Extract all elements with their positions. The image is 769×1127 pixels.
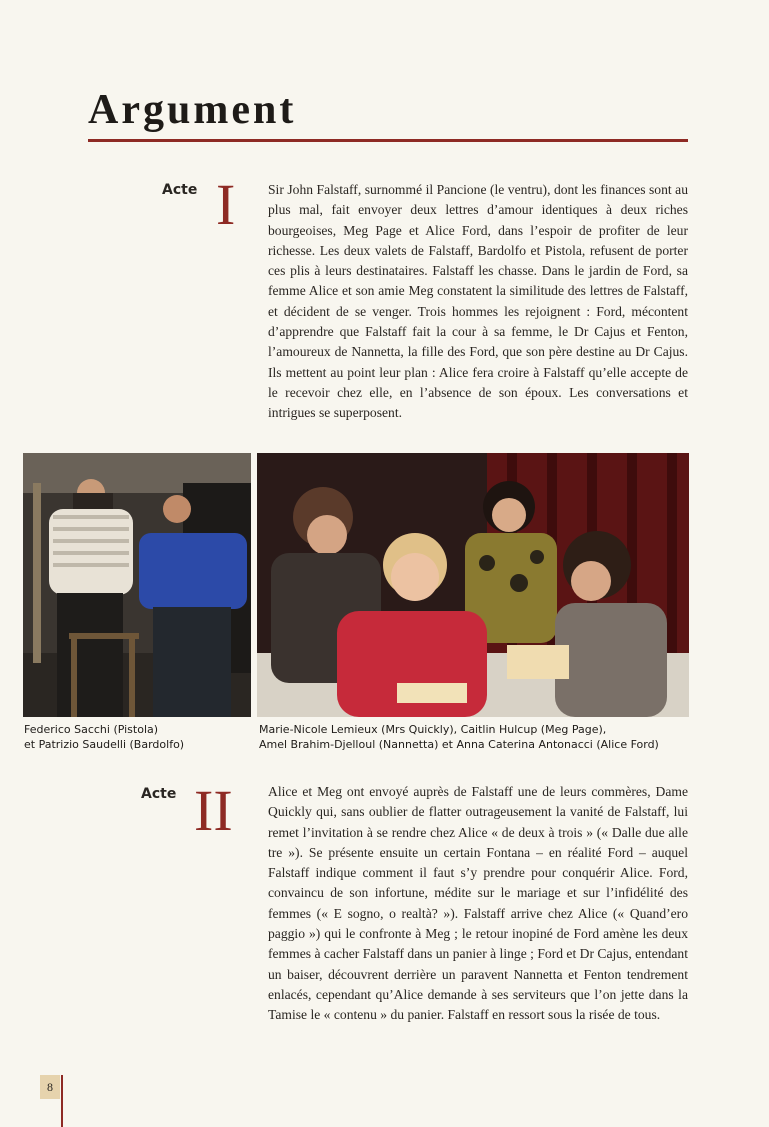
act-2-label: Acte [141, 786, 177, 802]
page-title: Argument [88, 87, 297, 133]
act-1-synopsis: Sir John Falstaff, surnommé il Pancione (le ventru), dont les finances sont au plus mal, fait envoyer deux lettres d’amour identiques à deux riches bourgeoises, Meg Page et Alice Ford, dans l’espoir de profiter de leur richesse. Les deux valets de Falstaff, Bardolfo et Pistola, refusent de porter ces plis à leurs destinataires. Falstaff les chasse. Dans le jardin de Ford, sa femme Alice et son amie Meg constatent la similitude des lettres de Falstaff, et décident de se venger. Trois hommes les rejoignent : Ford, mécontent d’apprendre que Falstaff fait la cour à sa femme, le Dr Cajus et Fenton, l’amoureux de Nannetta, la fille des Ford, que son père destine au Dr Cajus. Ils mettent au point leur plan : Alice fera croire à Falstaff qu’elle accepte de le recevoir chez elle, en l’absence de son époux. Les conversations et intrigues se superposent. [268, 182, 688, 421]
page-number: 8 [40, 1075, 60, 1099]
photo-rehearsal-four-women [257, 453, 689, 717]
photo-caption-right-line1: Marie-Nicole Lemieux (Mrs Quickly), Caitlin Hulcup (Meg Page), [259, 723, 607, 736]
photo-caption-left-line1: Federico Sacchi (Pistola) [24, 723, 159, 736]
act-2-numeral: II [194, 778, 233, 843]
act-1-label: Acte [162, 182, 198, 198]
photo-caption-right-line2: Amel Brahim-Djelloul (Nannetta) et Anna Caterina Antonacci (Alice Ford) [259, 738, 659, 751]
act-1-numeral: I [216, 172, 236, 237]
photo-rehearsal-pistola-bardolfo [23, 453, 251, 717]
act-2-synopsis: Alice et Meg ont envoyé auprès de Falstaff une de leurs commères, Dame Quickly qui, sans oublier de flatter outrageusement la vanité de Falstaff, lui remet l’invitation à se rendre chez Alice « de deux à trois » (« Dalle due alle tre »). Se présente ensuite un certain Fontana – en réalité Ford – auquel Falstaff indique comment il faut s’y prendre pour conquérir Alice. Ford, convaincu de son infortune, médite sur le mariage et sur l’infidélité des femmes (« E sogno, o realtà? »). Falstaff arrive chez Alice (« Quand’ero paggio ») qui le confronte à Meg ; le retour inopiné de Ford amène les deux femmes à cacher Falstaff dans un panier à linge ; Ford et Dr Cajus, entendant un baiser, découvrent derrière un paravent Nannetta et Fenton tendrement enlacés, cependant qu’Alice demande à ses serviteurs que l’on jette dans la Tamise le « contenu » du panier. Falstaff en ressort sous la risée de tous. [268, 784, 688, 1023]
title-underline [88, 139, 688, 142]
photo-caption-left-line2: et Patrizio Saudelli (Bardolfo) [24, 738, 185, 751]
folio-rule [61, 1075, 63, 1127]
photo-caption-left [24, 722, 184, 752]
photo-caption-right [259, 722, 659, 752]
